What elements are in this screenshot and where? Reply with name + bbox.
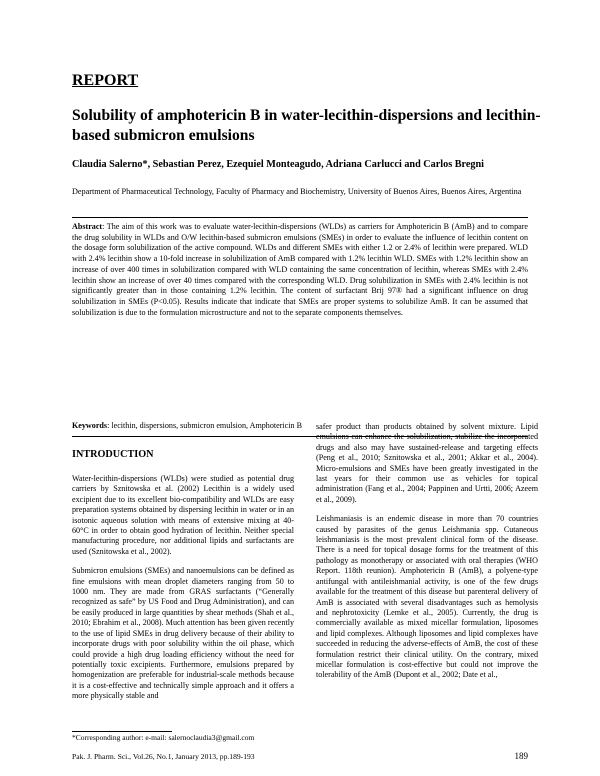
- right-paragraph-1: safer product than products obtained by solvent mixture. Lipid emulsions can enhance the solubilization, stabilize the incorporated drugs and also may have sustained-release and targeting effects (Peng et al., 2010; Sznitowska et al., 2001; Akkar et al., 2004). Micro-emulsions and SMEs have been greatly investigated in the last years for their common use as vehicles for topical administration (Fang et al., 2004; Pappinen and Urtti, 2006; Azeem et al., 2009).: [316, 422, 538, 504]
- paper-title: Solubility of amphotericin B in water-lecithin-dispersions and lecithin-based submicron emulsions: [72, 107, 541, 144]
- author-list: Claudia Salerno*, Sebastian Perez, Ezequiel Monteagudo, Adriana Carlucci and Carlos Bregni: [72, 159, 484, 170]
- keywords-label: Keywords: [72, 421, 108, 430]
- report-label: REPORT: [72, 72, 139, 89]
- left-paragraph-1: Water-lecithin-dispersions (WLDs) were studied as potential drug carriers by Sznitowska et al. (2002) Lecithin is a widely used excipient due to its excellent bio-compatibility and WLDs are easy preparation systems obtained by dispersing lecithin in water or in an isotonic aqueous solution with means of extensive mixing at 40-60°C in order to obtain good hydration of lecithin. Neither special manufacturing procedure, nor additional lipids and surfactants are used (Sznitowska et al., 2002).: [72, 474, 294, 556]
- intro-heading: INTRODUCTION: [72, 449, 154, 460]
- abstract-top-rule: [72, 217, 528, 218]
- footnote-rule: [72, 731, 172, 732]
- left-column: [72, 474, 294, 711]
- right-column: [316, 422, 538, 690]
- page-number: 189: [514, 751, 528, 761]
- abstract-text: : The aim of this work was to evaluate water-lecithin-dispersions (WLDs) as carriers for Amphotericin B (AmB) and to compare the drug solubility in WLDs and O/W lecithin-based submicron emulsions (SMEs) in order to evaluate the influence of lecithin content on the dosage form solubilization of the active compound. WLDs and different SMEs with either 1.2 or 2.4% of lecithin were prepared. WLD with 2.4% lecithin show a 10-fold increase in solubilization of AmB compared with 1.2% lecithin WLD. SMEs with 1.2% lecithin show an increase of over 400 times in solubilization compared with WLD containing the same concentration of lecithin, whereas SMEs with 2.4% lecithin show an increase of over 40 times compared with the corresponding WLD. Drug solubilization in SMEs with 2.4% lecithin is not significantly greater than in those containing 1.2% lecithin. The content of surfactant Brij 97® had a significant influence on drug solubilization in SMEs (P<0.05). Results indicate that indicate that SMEs are proper systems to solubilize AmB. It can be assumed that solubilization is due to the formulation microstructure and not to the separate components themselves.: [72, 222, 528, 317]
- journal-reference: Pak. J. Pharm. Sci., Vol.26, No.1, January 2013, pp.189-193: [72, 752, 255, 761]
- left-paragraph-2: Submicron emulsions (SMEs) and nanoemulsions can be defined as fine emulsions with mean droplet diameters ranging from 50 to 1000 nm. They are made from GRAS surfactants (“Generally recognized as safe” by US Food and Drug Administration), and can be easily produced in large quantities by shear methods (Shah et al., 2010; Ebrahim et al., 2008). Much attention has been given recently to the use of lipid SMEs in drug delivery because of their ability to incorporate drugs with poor solubility within the oil phase, which could provide a high drug loading efficiency without the need for potentially toxic excipients. Furthermore, emulsions prepared by homogenization are preferable for industrial-scale methods because it is a cost-effective and technically simple approach and it offers a more physically stable and: [72, 566, 294, 701]
- keywords-text: : lecithin, dispersions, submicron emulsion, Amphotericin B: [107, 421, 302, 430]
- affiliation: Department of Pharmaceutical Technology, Faculty of Pharmacy and Biochemistry, University of Buenos Aires, Buenos Aires, Argentina: [72, 187, 522, 196]
- abstract-label: Abstract: [72, 222, 103, 231]
- abstract: [72, 222, 528, 318]
- corresponding-author-footnote: *Corresponding author: e-mail: salernoclaudia3@gmail.com: [72, 733, 255, 742]
- right-paragraph-2: Leishmaniasis is an endemic disease in more than 70 countries caused by parasites of the genus Leishmania spp. Cutaneous leishmaniasis is the most prevalent clinical form of the disease. There is a need for topical dosage forms for the treatment of this pathology as monotherapy or associated with oral therapies (WHO Report. 118th reunion). Amphotericin B (AmB), a polyene-type antifungal with antileishmanial activity, is one of the few drugs available for the treatment of this disease but parenteral delivery of AmB is associated with several disadvantages such as hemolysis and nephrotoxicity (Lemke et al., 2005). Currently, the drug is commercially available as mixed micellar formulation, liposomes and lipid complexes. Although liposomes and lipid complexes have succeeded in reducing the adverse-effects of AmB, the cost of these formulation restrict their clinical utility. On the contrary, mixed micellar formulation is cost-effective but could not improve the tolerability of the AmB (Dupont et al., 2002; Date et al.,: [316, 514, 538, 680]
